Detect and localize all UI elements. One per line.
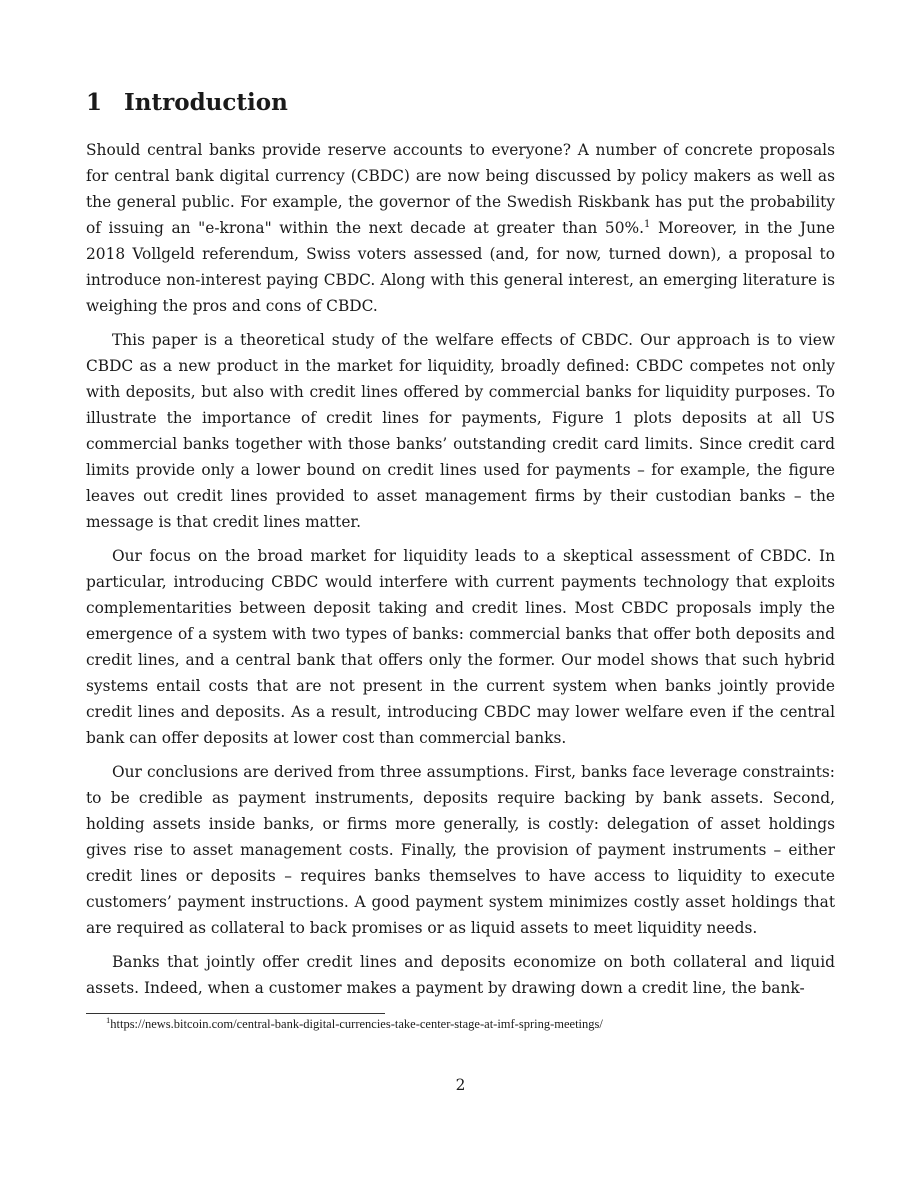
footnote-url: https://news.bitcoin.com/central-bank-digital-currencies-take-center-stage-at-imf-spring-meetings/ xyxy=(110,1017,603,1031)
footnote xyxy=(106,1017,603,1032)
paragraph-1-text: Should central banks provide reserve accounts to everyone? A number of concrete proposals for central bank digital currency (CBDC) are now being discussed by policy makers as well as the general public. For example, the governor of the Swedish Riskbank has put the probability of issuing an "e-krona" within the next decade at greater than 50%. xyxy=(86,141,835,237)
paragraph-4: Our conclusions are derived from three assumptions. First, banks face leverage constraints: to be credible as payment instruments, deposits require backing by bank assets. Second, holding assets inside banks, or firms more generally, is costly: delegation of asset holdings gives rise to asset management costs. Finally, the provision of payment instruments – either credit lines or deposits – requires banks themselves to have access to liquidity to execute customers’ payment instructions. A good payment system minimizes costly asset holdings that are required as collateral to back promises or as liquid assets to meet liquidity needs. xyxy=(86,763,835,937)
body-text xyxy=(86,137,835,1009)
paragraph-2: This paper is a theoretical study of the welfare effects of CBDC. Our approach is to view CBDC as a new product in the market for liquidity, broadly defined: CBDC competes not only with deposits, but also with credit lines offered by commercial banks for liquidity purposes. To illustrate the importance of credit lines for payments, Figure 1 plots deposits at all US commercial banks together with those banks’ outstanding credit card limits. Since credit card limits provide only a lower bound on credit lines used for payments – for example, the figure leaves out credit lines provided to asset management firms by their custodian banks – the message is that credit lines matter. xyxy=(86,331,835,531)
paragraph-1-text-continued: Moreover, in the June 2018 Vollgeld referendum, Swiss voters assessed (and, for now, turned down), a proposal to introduce non-interest paying CBDC. Along with this general interest, an emerging literature is weighing the pros and cons of CBDC. xyxy=(86,219,835,315)
paragraph-5: Banks that jointly offer credit lines and deposits economize on both collateral and liquid assets. Indeed, when a customer makes a payment by drawing down a credit line, the bank- xyxy=(86,953,835,997)
footnote-rule xyxy=(86,1013,385,1014)
section-number: 1 xyxy=(86,89,103,116)
paragraph-3: Our focus on the broad market for liquidity leads to a skeptical assessment of CBDC. In particular, introducing CBDC would interfere with current payments technology that exploits complementarities between deposit taking and credit lines. Most CBDC proposals imply the emergence of a system with two types of banks: commercial banks that offer both deposits and credit lines, and a central bank that offers only the former. Our model shows that such hybrid systems entail costs that are not present in the current system when banks jointly provide credit lines and deposits. As a result, introducing CBDC may lower welfare even if the central bank can offer deposits at lower cost than commercial banks. xyxy=(86,547,835,747)
section-title: Introduction xyxy=(124,89,288,116)
footnote-number: 1 xyxy=(106,1015,111,1025)
section-heading xyxy=(86,89,288,116)
paragraph-1 xyxy=(86,137,835,319)
page-number: 2 xyxy=(455,1076,466,1094)
footnote-marker: 1 xyxy=(644,219,651,230)
